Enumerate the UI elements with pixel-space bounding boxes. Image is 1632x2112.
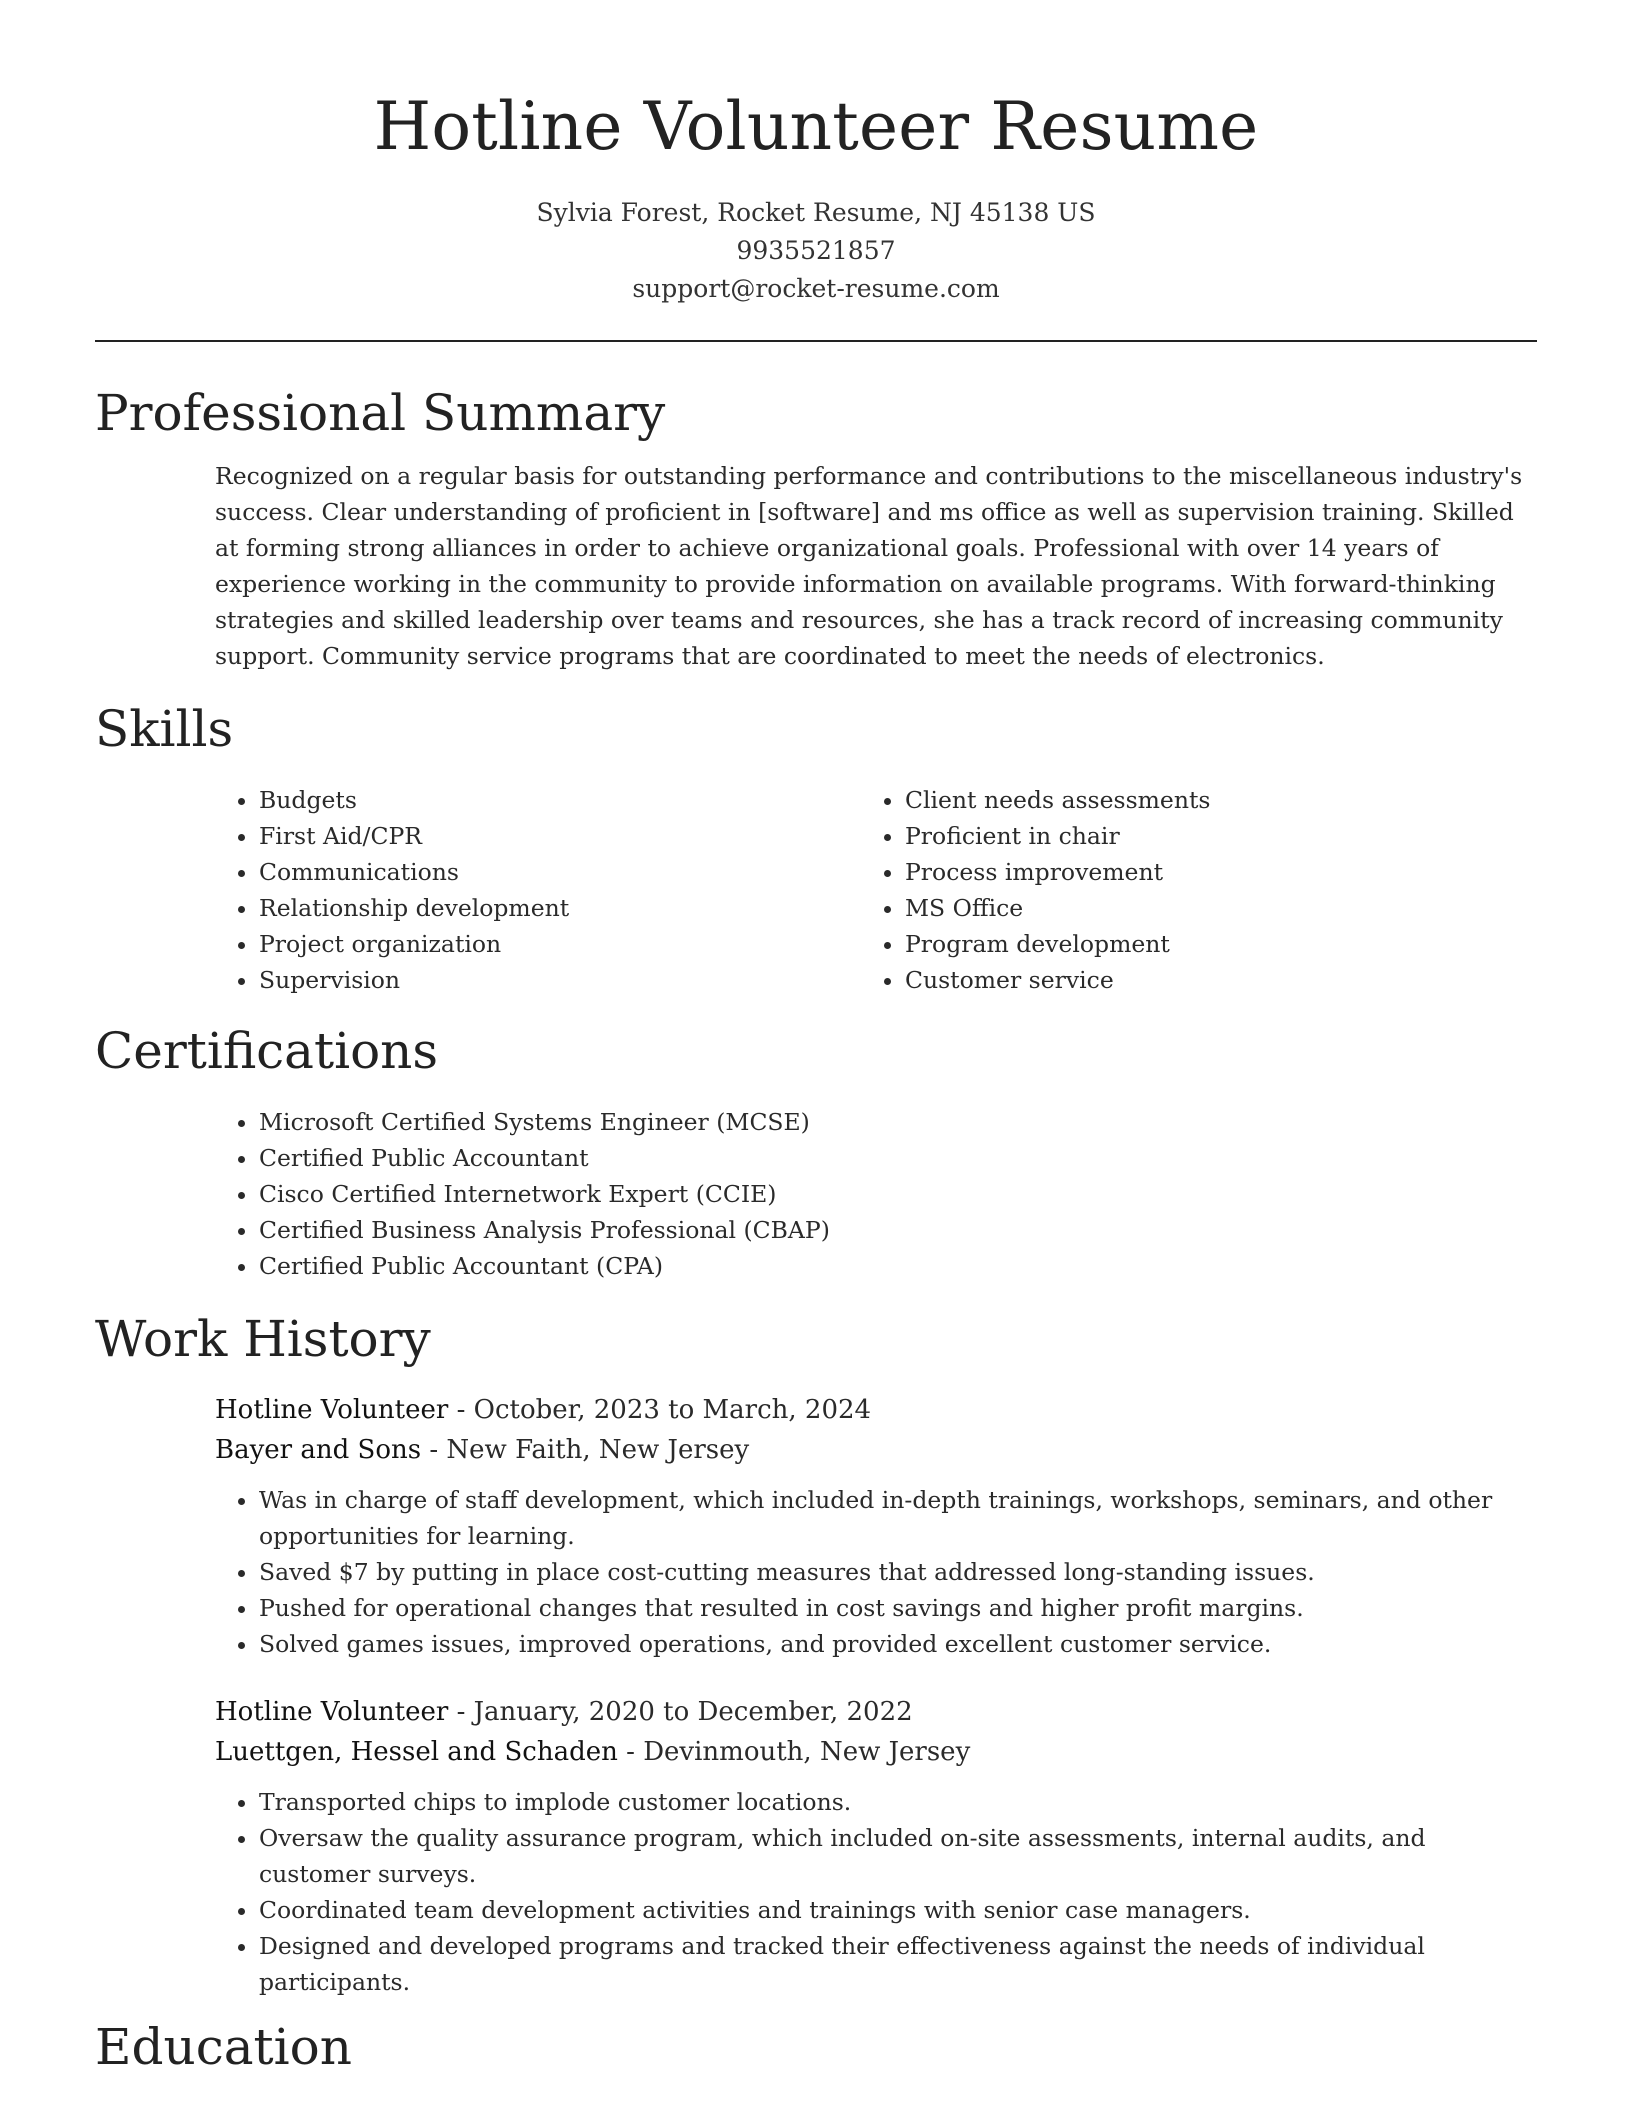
contact-phone: 9935521857 [736,236,896,265]
job-bullet: • Saved $7 by putting in place cost-cutting measures that addressed long-standing issues. [259,1554,1537,1590]
job-bullet: • Designed and developed programs and tracked their effectiveness against the needs of individual participants. [259,1928,1537,2000]
job-title-line [215,1692,1537,1732]
education-heading: Education [95,2018,352,2076]
job-company-line [215,1732,1537,1772]
job-company: Luettgen, Hessel and Schaden [215,1737,618,1767]
job-title: Hotline Volunteer [215,1697,449,1727]
skill-item: • Proficient in chair [905,818,1507,854]
contact-email: support@rocket-resume.com [632,274,1000,303]
summary-text: Recognized on a regular basis for outstanding performance and contributions to the miscellaneous industry's success. Clear understanding of proficient in [software] and ms office as well as supervision training. Skilled at forming strong alliances in order to achieve organizational goals. Professional with over 14 years of experience working in the community to provide information on available programs. With forward-thinking strategies and skilled leadership over teams and resources, she has a track record of increasing community support. Community service programs that are coordinated to meet the needs of electronics. [215,462,1523,670]
job-location: - New Faith, New Jersey [421,1435,750,1465]
resume-title: Hotline Volunteer Resume [373,88,1259,165]
job-company: Bayer and Sons [215,1435,422,1465]
skill-item: • Budgets [259,782,861,818]
skill-item: • Relationship development [259,890,861,926]
skill-item: • Customer service [905,962,1507,998]
job-dates: - January, 2020 to December, 2022 [448,1697,913,1727]
skills-grid [215,782,1537,998]
job-entry [215,1390,1537,1662]
certification-item: • Microsoft Certified Systems Engineer (MCSE) [259,1104,1537,1140]
skills-column-right [861,782,1507,998]
skill-item: • Supervision [259,962,861,998]
skill-item: • Client needs assessments [905,782,1507,818]
job-location: - Devinmouth, New Jersey [617,1737,971,1767]
skills-column-left [215,782,861,998]
skill-item: • Process improvement [905,854,1507,890]
contact-address: Sylvia Forest, Rocket Resume, NJ 45138 US [536,198,1096,227]
job-bullet: • Coordinated team development activities and trainings with senior case managers. [259,1892,1537,1928]
certification-item: • Cisco Certified Internetwork Expert (CCIE) [259,1176,1537,1212]
job-dates: - October, 2023 to March, 2024 [448,1395,872,1425]
job-bullet: • Transported chips to implode customer locations. [259,1784,1537,1820]
work-history-heading: Work History [95,1310,431,1368]
header-divider [95,340,1537,342]
skill-item: • Program development [905,926,1507,962]
job-company-line [215,1430,1537,1470]
job-bullets [215,1784,1537,2000]
job-title-line [215,1390,1537,1430]
skill-item: • First Aid/CPR [259,818,861,854]
skill-item: • Communications [259,854,861,890]
contact-block [95,194,1537,308]
job-bullet: • Was in charge of staff development, which included in-depth trainings, workshops, seminars, and other opportunities for learning. [259,1482,1537,1554]
job-bullet: • Pushed for operational changes that resulted in cost savings and higher profit margins. [259,1590,1537,1626]
job-bullet: • Oversaw the quality assurance program, which included on-site assessments, internal audits, and customer surveys. [259,1820,1537,1892]
certifications-list [215,1104,1537,1284]
certifications-heading: Certifications [95,1022,439,1080]
certification-item: • Certified Public Accountant [259,1140,1537,1176]
certification-item: • Certified Public Accountant (CPA) [259,1248,1537,1284]
job-entry [215,1692,1537,2000]
job-bullets [215,1482,1537,1662]
skill-item: • MS Office [905,890,1507,926]
summary-heading: Professional Summary [95,384,666,442]
job-bullet: • Solved games issues, improved operations, and provided excellent customer service. [259,1626,1537,1662]
job-title: Hotline Volunteer [215,1395,449,1425]
skill-item: • Project organization [259,926,861,962]
certification-item: • Certified Business Analysis Professional (CBAP) [259,1212,1537,1248]
skills-heading: Skills [95,700,234,758]
